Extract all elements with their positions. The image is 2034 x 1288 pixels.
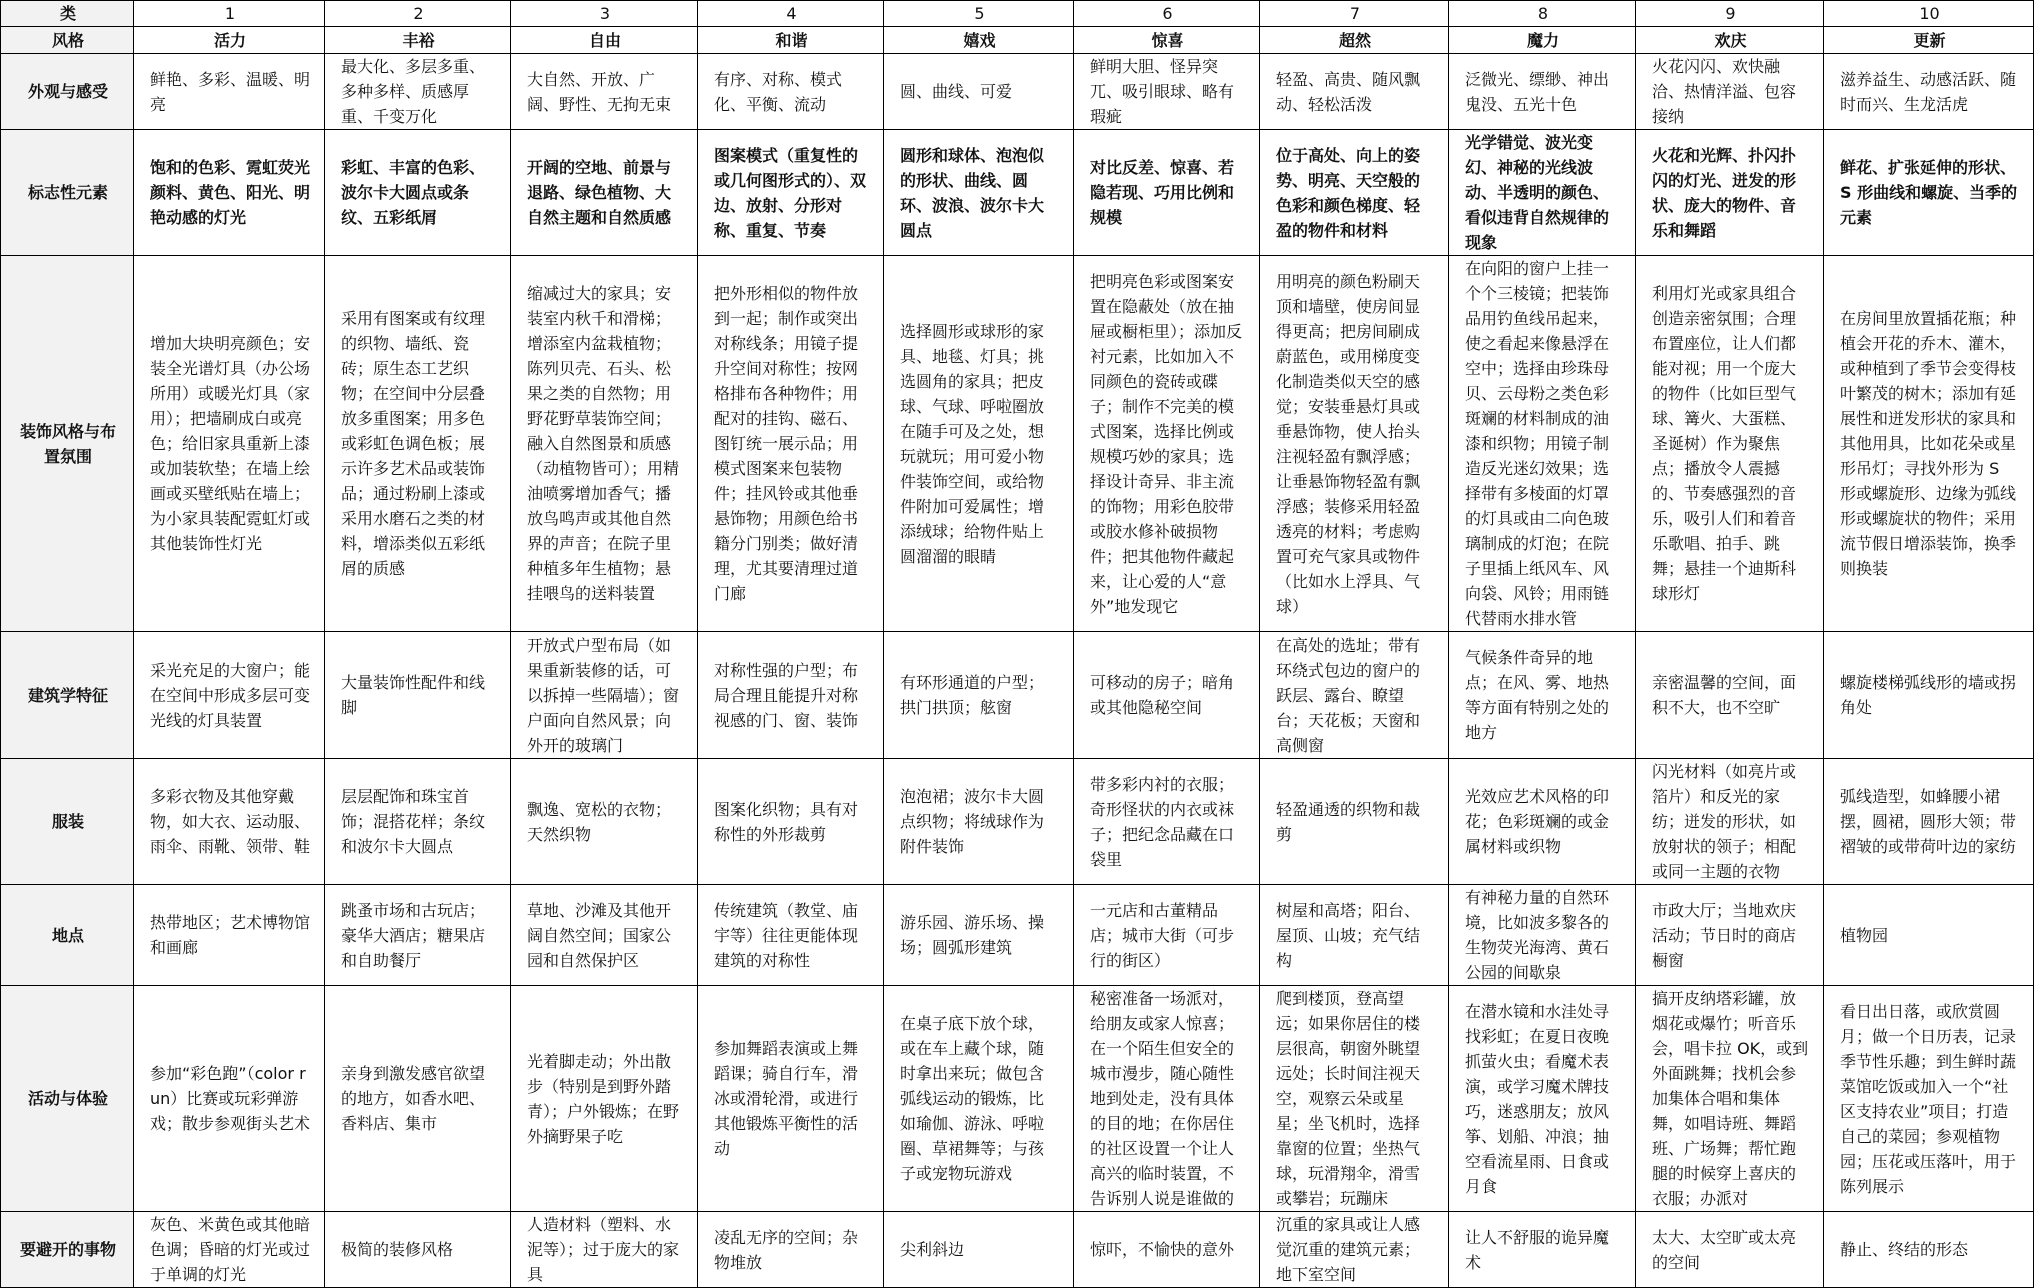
style-header-2: 丰裕 [325, 27, 511, 54]
header-style-row [1, 27, 2034, 54]
table-row-places [1, 885, 2034, 986]
table-cell: 开阔的空地、前景与退路、绿色植物、大自然主题和自然质感 [511, 130, 698, 256]
style-header-3: 自由 [511, 27, 698, 54]
table-cell: 位于高处、向上的姿势、明亮、天空般的色彩和颜色梯度、轻盈的物件和材料 [1260, 130, 1449, 256]
table-cell: 在向阳的窗户上挂一个个三棱镜；把装饰品用钓鱼线吊起来，使之看起来像悬浮在空中；选择由珍珠母贝、云母粉之类色彩斑斓的材料制成的油漆和织物；用镜子制造反光迷幻效果；选择带有多棱面的灯罩的灯具或由二向色玻璃制成的灯泡；在院子里插上纸风车、风向袋、风铃；用雨链代替雨水排水管 [1449, 256, 1636, 632]
table-cell: 缩减过大的家具；安装室内秋千和滑梯；增添室内盆栽植物；陈列贝壳、石头、松果之类的自然物；用野花野草装饰空间；融入自然图景和质感（动植物皆可）；用精油喷雾增加香气；播放鸟鸣声或其他自然界的声音；在院子里种植多年生植物；悬挂喂鸟的送料装置 [511, 256, 698, 632]
table-cell: 对称性强的户型；布局合理且能提升对称视感的门、窗、装饰 [698, 632, 884, 759]
table-cell: 极简的装修风格 [325, 1212, 511, 1288]
table-cell: 饱和的色彩、霓虹荧光颜料、黄色、阳光、明艳动感的灯光 [134, 130, 325, 256]
table-cell: 用明亮的颜色粉刷天顶和墙壁，使房间显得更高；把房间刷成蔚蓝色，或用梯度变化制造类似天空的感觉；安装垂悬灯具或垂悬饰物，使人抬头注视轻盈有飘浮感；让垂悬饰物轻盈有飘浮感；装修采用轻盈透亮的材料；考虑购置可充气家具或物件（比如水上浮具、气球） [1260, 256, 1449, 632]
table-cell: 光着脚走动；外出散步（特别是到野外踏青）；户外锻炼；在野外摘野果子吃 [511, 986, 698, 1212]
table-cell: 图案化织物；具有对称性的外形裁剪 [698, 759, 884, 885]
table-cell: 传统建筑（教堂、庙宇等）往往更能体现建筑的对称性 [698, 885, 884, 986]
table-cell: 对比反差、惊喜、若隐若现、巧用比例和规模 [1074, 130, 1260, 256]
table-cell: 鲜艳、多彩、温暖、明亮 [134, 54, 325, 130]
style-header-1: 活力 [134, 27, 325, 54]
style-header-6: 惊喜 [1074, 27, 1260, 54]
table-cell: 灰色、米黄色或其他暗色调；昏暗的灯光或过于单调的灯光 [134, 1212, 325, 1288]
style-row-label: 风格 [1, 27, 134, 54]
table-cell: 有环形通道的户型；拱门拱顶；舷窗 [884, 632, 1074, 759]
table-cell: 圆、曲线、可爱 [884, 54, 1074, 130]
table-cell: 泛微光、缥缈、神出鬼没、五光十色 [1449, 54, 1636, 130]
table-cell: 有神秘力量的自然环境，比如波多黎各的生物荧光海湾、黄石公园的间歇泉 [1449, 885, 1636, 986]
table-cell: 把明亮色彩或图案安置在隐蔽处（放在抽屉或橱柜里）；添加反衬元素，比如加入不同颜色的瓷砖或碟子；制作不完美的模式图案，选择比例或规模巧妙的家具；选择设计奇异、非主流的饰物；用彩色胶带或胶水修补破损物件；把其他物件藏起来，让心爱的人“意外”地发现它 [1074, 256, 1260, 632]
column-number-6: 6 [1074, 1, 1260, 27]
table-cell: 轻盈通透的织物和裁剪 [1260, 759, 1449, 885]
table-cell: 飘逸、宽松的衣物；天然织物 [511, 759, 698, 885]
style-header-4: 和谐 [698, 27, 884, 54]
table-cell: 选择圆形或球形的家具、地毯、灯具；挑选圆角的家具；把皮球、气球、呼啦圈放在随手可及之处，想玩就玩；用可爱小物件装饰空间，或给物件附加可爱属性；增添绒球；给物件贴上圆溜溜的眼睛 [884, 256, 1074, 632]
row-header-architecture: 建筑学特征 [1, 632, 134, 759]
row-header-activities: 活动与体验 [1, 986, 134, 1212]
column-number-9: 9 [1636, 1, 1824, 27]
table-cell: 弧线造型，如蜂腰小裙摆，圆裙，圆形大领；带褶皱的或带荷叶边的家纺 [1824, 759, 2034, 885]
column-number-5: 5 [884, 1, 1074, 27]
table-cell: 热带地区；艺术博物馆和画廊 [134, 885, 325, 986]
table-cell: 市政大厅；当地欢庆活动；节日时的商店橱窗 [1636, 885, 1824, 986]
corner-label: 类 [1, 1, 134, 27]
table-row-activities [1, 986, 2034, 1212]
table-cell: 螺旋楼梯弧线形的墙或拐角处 [1824, 632, 2034, 759]
table-row-decoration [1, 256, 2034, 632]
table-cell: 秘密准备一场派对，给朋友或家人惊喜；在一个陌生但安全的城市漫步，随心随性地到处走，没有具体的目的地；在你居住的社区设置一个让人高兴的临时装置，不告诉别人说是谁做的 [1074, 986, 1260, 1212]
table-cell: 看日出日落，或欣赏圆月；做一个日历表，记录季节性乐趣；到生鲜时蔬菜馆吃饭或加入一个“社区支持农业”项目；打造自己的菜园；参观植物园；压花或压落叶，用于陈列展示 [1824, 986, 2034, 1212]
table-cell: 亲身到激发感官欲望的地方，如香水吧、香料店、集市 [325, 986, 511, 1212]
column-number-7: 7 [1260, 1, 1449, 27]
table-cell: 带多彩内衬的衣服；奇形怪状的内衣或袜子；把纪念品藏在口袋里 [1074, 759, 1260, 885]
table-cell: 亲密温馨的空间，面积不大，也不空旷 [1636, 632, 1824, 759]
table-row-clothing [1, 759, 2034, 885]
table-row-appearance [1, 54, 2034, 130]
table-cell: 人造材料（塑料、水泥等）；过于庞大的家具 [511, 1212, 698, 1288]
table-cell: 利用灯光或家具组合创造亲密氛围；合理布置座位，让人们都能对视；用一个庞大的物件（比如巨型气球、篝火、大蛋糕、圣诞树）作为聚焦点；播放令人震撼的、节奏感强烈的音乐，吸引人们和着音乐歌唱、拍手、跳舞；悬挂一个迪斯科球形灯 [1636, 256, 1824, 632]
table-cell: 开放式户型布局（如果重新装修的话，可以拆掉一些隔墙）；窗户面向自然风景；向外开的玻璃门 [511, 632, 698, 759]
style-header-8: 魔力 [1449, 27, 1636, 54]
table-cell: 沉重的家具或让人感觉沉重的建筑元素；地下室空间 [1260, 1212, 1449, 1288]
table-cell: 增加大块明亮颜色；安装全光谱灯具（办公场所用）或暖光灯具（家用）；把墙刷成白或亮色；给旧家具重新上漆或加装软垫；在墙上绘画或买壁纸贴在墙上；为小家具装配霓虹灯或其他装饰性灯光 [134, 256, 325, 632]
table-cell: 图案模式（重复性的或几何图形式的）、双边、放射、分形对称、重复、节奏 [698, 130, 884, 256]
table-cell: 静止、终结的形态 [1824, 1212, 2034, 1288]
table-cell: 草地、沙滩及其他开阔自然空间；国家公园和自然保护区 [511, 885, 698, 986]
table-cell: 泡泡裙；波尔卡大圆点织物；将绒球作为附件装饰 [884, 759, 1074, 885]
table-cell: 参加舞蹈表演或上舞蹈课；骑自行车，滑冰或滑轮滑，或进行其他锻炼平衡性的活动 [698, 986, 884, 1212]
table-cell: 在房间里放置插花瓶；种植会开花的乔木、灌木，或种植到了季节会变得枝叶繁茂的树木；添加有延展性和迸发形状的家具和其他用具，比如花朵或星形吊灯；寻找外形为 S 形或螺旋形、边缘为弧线形或螺旋状的物件；采用流节假日增添装饰，换季则换装 [1824, 256, 2034, 632]
table-cell: 大自然、开放、广阔、野性、无拘无束 [511, 54, 698, 130]
table-cell: 多彩衣物及其他穿戴物，如大衣、运动服、雨伞、雨靴、领带、鞋 [134, 759, 325, 885]
table-cell: 把外形相似的物件放到一起；制作或突出对称线条；用镜子提升空间对称性；按网格排布各种物件；用配对的挂钩、磁石、图钉统一展示品；用模式图案来包装物件；挂风铃或其他垂悬饰物；用颜色给书籍分门别类；做好清理，尤其要清理过道门廊 [698, 256, 884, 632]
style-header-7: 超然 [1260, 27, 1449, 54]
table-cell: 光效应艺术风格的印花；色彩斑斓的或金属材料或织物 [1449, 759, 1636, 885]
table-cell: 树屋和高塔；阳台、屋顶、山坡；充气结构 [1260, 885, 1449, 986]
table-cell: 一元店和古董精品店；城市大街（可步行的街区） [1074, 885, 1260, 986]
style-header-5: 嬉戏 [884, 27, 1074, 54]
table-cell: 大量装饰性配件和线脚 [325, 632, 511, 759]
table-cell: 爬到楼顶，登高望远；如果你居住的楼层很高，朝窗外眺望远处；长时间注视天空，观察云朵或星星；坐飞机时，选择靠窗的位置；坐热气球，玩滑翔伞，滑雪或攀岩；玩蹦床 [1260, 986, 1449, 1212]
table-cell: 在桌子底下放个球，或在车上藏个球，随时拿出来玩；做包含弧线运动的锻炼，比如瑜伽、游泳、呼啦圈、草裙舞等；与孩子或宠物玩游戏 [884, 986, 1074, 1212]
column-number-3: 3 [511, 1, 698, 27]
column-number-10: 10 [1824, 1, 2034, 27]
style-header-10: 更新 [1824, 27, 2034, 54]
column-number-4: 4 [698, 1, 884, 27]
table-cell: 采光充足的大窗户；能在空间中形成多层可变光线的灯具装置 [134, 632, 325, 759]
table-cell: 火花闪闪、欢快融洽、热情洋溢、包容接纳 [1636, 54, 1824, 130]
table-cell: 采用有图案或有纹理的织物、墙纸、瓷砖；原生态工艺织物；在空间中分层叠放多重图案；用多色或彩虹色调色板；展示许多艺术品或装饰品；通过粉刷上漆或采用水磨石之类的材料，增添类似五彩纸屑的质感 [325, 256, 511, 632]
table-cell: 光学错觉、波光变幻、神秘的光线波动、半透明的颜色、看似违背自然规律的现象 [1449, 130, 1636, 256]
table-cell: 凌乱无序的空间；杂物堆放 [698, 1212, 884, 1288]
table-cell: 有序、对称、模式化、平衡、流动 [698, 54, 884, 130]
table-cell: 层层配饰和珠宝首饰；混搭花样；条纹和波尔卡大圆点 [325, 759, 511, 885]
table-cell: 闪光材料（如亮片或箔片）和反光的家纺；迸发的形状，如放射状的领子；相配或同一主题的衣物 [1636, 759, 1824, 885]
table-row-avoid [1, 1212, 2034, 1288]
table-cell: 跳蚤市场和古玩店；豪华大酒店；糖果店和自助餐厅 [325, 885, 511, 986]
style-header-9: 欢庆 [1636, 27, 1824, 54]
table-cell: 最大化、多层多重、多种多样、质感厚重、千变万化 [325, 54, 511, 130]
table-cell: 尖利斜边 [884, 1212, 1074, 1288]
row-header-signature-elements: 标志性元素 [1, 130, 134, 256]
table-cell: 圆形和球体、泡泡似的形状、曲线、圆环、波浪、波尔卡大圆点 [884, 130, 1074, 256]
row-header-avoid: 要避开的事物 [1, 1212, 134, 1288]
table-cell: 搞开皮纳塔彩罐，放烟花或爆竹；听音乐会，唱卡拉 OK，或到外面跳舞；找机会参加集体合唱和集体舞，如唱诗班、舞蹈班、广场舞；帮忙跑腿的时候穿上喜庆的衣服；办派对 [1636, 986, 1824, 1212]
table-cell: 滋养益生、动感活跃、随时而兴、生龙活虎 [1824, 54, 2034, 130]
table-row-architecture [1, 632, 2034, 759]
table-cell: 可移动的房子；暗角或其他隐秘空间 [1074, 632, 1260, 759]
column-number-8: 8 [1449, 1, 1636, 27]
row-header-clothing: 服装 [1, 759, 134, 885]
table-cell: 鲜花、扩张延伸的形状、S 形曲线和螺旋、当季的元素 [1824, 130, 2034, 256]
table-cell: 火花和光辉、扑闪扑闪的灯光、迸发的形状、庞大的物件、音乐和舞蹈 [1636, 130, 1824, 256]
table-cell: 彩虹、丰富的色彩、波尔卡大圆点或条纹、五彩纸屑 [325, 130, 511, 256]
table-cell: 在潜水镜和水洼处寻找彩虹；在夏日夜晚抓萤火虫；看魔术表演，或学习魔术牌技巧，迷惑朋友；放风筝、划船、冲浪；抽空看流星雨、日食或月食 [1449, 986, 1636, 1212]
header-number-row [1, 1, 2034, 27]
row-header-places: 地点 [1, 885, 134, 986]
table-cell: 惊吓，不愉快的意外 [1074, 1212, 1260, 1288]
column-number-1: 1 [134, 1, 325, 27]
row-header-decoration: 装饰风格与布置氛围 [1, 256, 134, 632]
column-number-2: 2 [325, 1, 511, 27]
table-cell: 参加“彩色跑”（color run）比赛或玩彩弹游戏；散步参观街头艺术 [134, 986, 325, 1212]
table-cell: 太大、太空旷或太亮的空间 [1636, 1212, 1824, 1288]
table-cell: 在高处的选址；带有环绕式包边的窗户的跃层、露台、瞭望台；天花板；天窗和高侧窗 [1260, 632, 1449, 759]
table-cell: 轻盈、高贵、随风飘动、轻松活泼 [1260, 54, 1449, 130]
table-cell: 让人不舒服的诡异魔术 [1449, 1212, 1636, 1288]
table-cell: 气候条件奇异的地点；在风、雾、地热等方面有特别之处的地方 [1449, 632, 1636, 759]
table-cell: 鲜明大胆、怪异突兀、吸引眼球、略有瑕疵 [1074, 54, 1260, 130]
table-row-signature-elements [1, 130, 2034, 256]
row-header-appearance: 外观与感受 [1, 54, 134, 130]
table-cell: 植物园 [1824, 885, 2034, 986]
table-cell: 游乐园、游乐场、操场；圆弧形建筑 [884, 885, 1074, 986]
